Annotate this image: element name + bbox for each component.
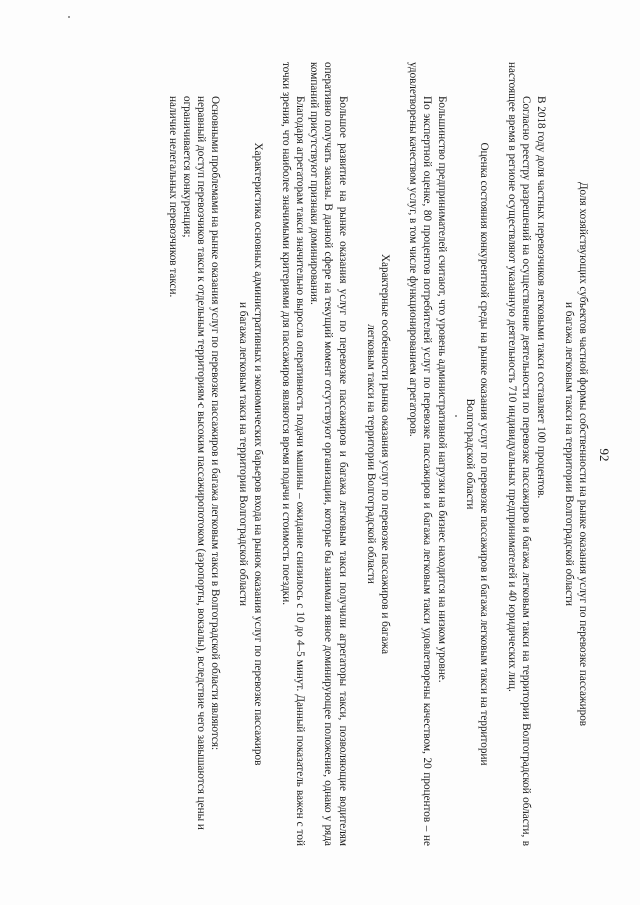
heading-entry-barriers [236,62,264,846]
rotated-content [72,52,632,858]
paragraph: Благодаря агрегаторам такси значительно выросла оперативность подачи машины – ожидание снизилось с 10 до 4–5 минут. Данный показатель важен с той точки зрения, что наиболее значимыми критериями для пассажиров являются время подачи и стоимость поездки. [279,62,306,846]
list-item: наличие нелегальных перевозчиков такси. [166,96,179,298]
heading-competition-assessment [463,62,491,846]
list-item: неравный доступ перевозчиков такси к отдельным территориям с высоким пассажиропотоком (аэропорты, вокзалы), вследствие чего завышаются цены и ограничивается конкуренция; [180,96,207,830]
heading-line: и багажа легковым такси на территории Волгоградской области [562,302,575,606]
paragraph: Большое развитие на рынке оказания услуг по перевозке пассажиров и багажа легковым такси получили агрегаторы такси, позволяющие водителям оперативно получать заказы. В данной сфере на текущий момент отсутствуют организации, которые бы занимали явное доминирующее положение, однако у ряда компаний присутствуют признаки доминирования. [308,62,349,846]
heading-line: Доля хозяйствующих субъектов частной формы собственности на рынке оказания услуг по перевозке пассажиров [577,181,589,727]
paragraph: По экспертной оценке, 80 процентов потребителей услуг по перевозке пассажиров и багажа легковым такси удовлетворены качеством, 20 процентов – не удовлетворены качеством услуг, в том числе функционированием агрегаторов. [407,62,434,846]
heading-line: легковым такси на территории Волгоградской области [364,324,377,584]
heading-line: Характерные особенности рынка оказания услуг по перевозке пассажиров и багажа [378,253,391,655]
paragraph: Основными проблемами на рынке оказания услуг по перевозке пассажиров и багажа легковым такси в Волгоградской области являются: [209,96,222,751]
heading-market-features [364,62,392,846]
heading-line: Характеристика основных административных и экономических барьеров входа на рынок оказания услуг по перевозке пассажиров [251,142,264,766]
paragraph: Согласно реестру разрешений на осуществление деятельности по перевозке пассажиров и багажа легковым такси на территории Волгоградской области, в настоящее время в регионе осуществляют указанную деятельность 710 индивидуальных предпринимателей и 40 юридических лиц. [506,62,533,846]
document-body [165,62,590,846]
paragraph: В 2018 году доля частных перевозчиков легковыми такси составляет 100 процентов. [534,96,547,499]
paragraph: Большинство предпринимателей считают, что уровень административной нагрузки на бизнес находится на низком уровне. [435,96,448,683]
heading-line: Оценка состояния конкурентной среды на рынке оказания услуг по перевозке пассажиров и багажа легковым такси на территории [477,142,490,766]
heading-line: Волгоградской области [463,398,476,510]
heading-line: и багажа легковым такси на территории Волгоградской области [237,302,250,606]
page-number: 92 [597,448,612,462]
heading-private-share [562,62,590,846]
scan-speck [68,16,70,18]
